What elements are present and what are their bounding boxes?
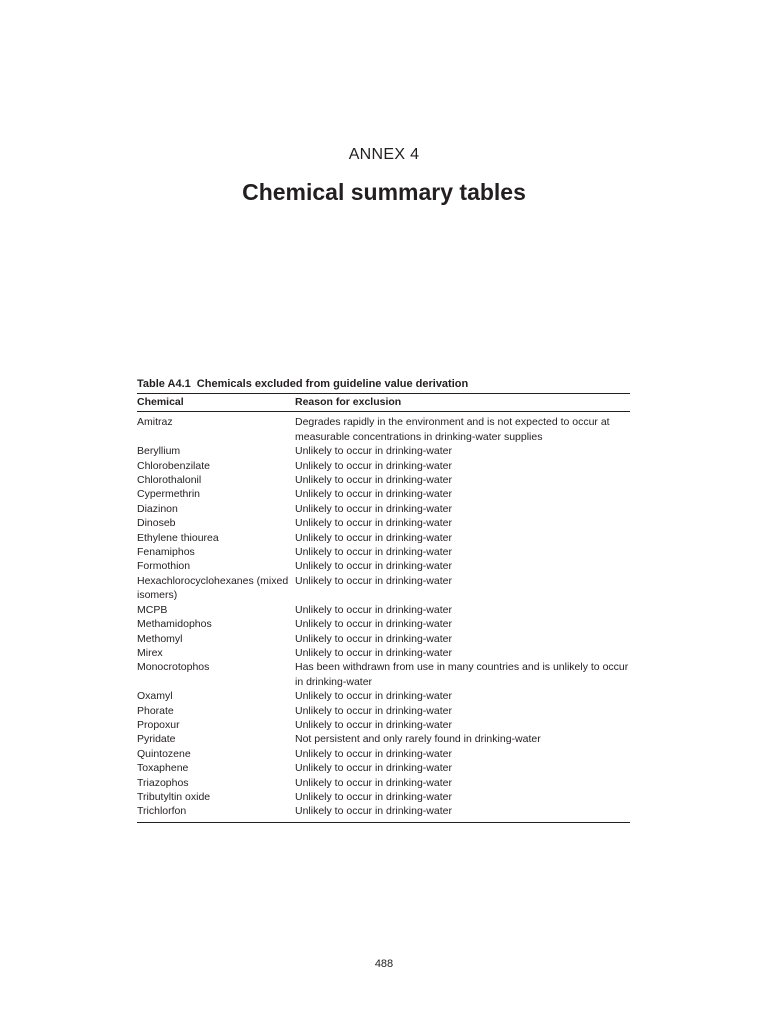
chemical-name-cell: MCPB — [137, 603, 168, 616]
exclusion-reason-cell: Has been withdrawn from use in many countries and is unlikely to occur in drinking-water — [295, 661, 629, 688]
exclusion-reason-cell: Unlikely to occur in drinking-water — [295, 632, 452, 645]
exclusion-reason-cell: Unlikely to occur in drinking-water — [295, 488, 452, 501]
table-body — [137, 412, 630, 822]
exclusion-reason-cell: Unlikely to occur in drinking-water — [295, 560, 452, 573]
exclusion-reason-cell: Unlikely to occur in drinking-water — [295, 776, 452, 789]
table-caption — [137, 377, 630, 394]
chemical-table-section — [137, 377, 630, 823]
chemical-name-cell: Diazinon — [137, 502, 178, 515]
exclusion-reason-cell: Unlikely to occur in drinking-water — [295, 747, 452, 760]
table-row — [137, 412, 630, 444]
exclusion-reason-cell: Unlikely to occur in drinking-water — [295, 459, 452, 472]
table-row — [137, 559, 630, 573]
exclusion-reason-cell: Unlikely to occur in drinking-water — [295, 574, 452, 587]
chemical-name-cell: Phorate — [137, 704, 174, 717]
exclusion-reason-cell: Unlikely to occur in drinking-water — [295, 718, 452, 731]
exclusion-reason-cell: Unlikely to occur in drinking-water — [295, 805, 452, 818]
exclusion-reason-cell: Unlikely to occur in drinking-water — [295, 704, 452, 717]
exclusion-reason-cell: Not persistent and only rarely found in drinking-water — [295, 733, 541, 746]
chemical-name-cell: Propoxur — [137, 718, 180, 731]
annex-label: ANNEX 4 — [348, 146, 420, 163]
chemical-name-cell: Pyridate — [137, 733, 176, 746]
exclusion-reason-cell: Unlikely to occur in drinking-water — [295, 531, 452, 544]
chemical-name-cell: Tributyltin oxide — [137, 790, 211, 803]
exclusion-reason-cell: Unlikely to occur in drinking-water — [295, 474, 452, 487]
exclusion-reason-cell: Unlikely to occur in drinking-water — [295, 762, 452, 775]
chemical-name-cell: Amitraz — [137, 416, 173, 429]
table-row — [137, 718, 630, 732]
chemical-name-cell: Dinoseb — [137, 517, 176, 530]
table-row — [137, 704, 630, 718]
chemical-name-cell: Monocrotophos — [137, 661, 210, 674]
table-row — [137, 617, 630, 631]
table-row — [137, 459, 630, 473]
exclusion-reason-cell: Unlikely to occur in drinking-water — [295, 618, 452, 631]
table-header-row — [137, 394, 630, 412]
column-header-reason: Reason for exclusion — [295, 394, 630, 412]
exclusion-reason-cell: Unlikely to occur in drinking-water — [295, 546, 452, 559]
table-caption-text: Chemicals excluded from guideline value derivation — [196, 378, 469, 390]
chemical-name-cell: Trichlorfon — [137, 805, 187, 818]
exclusion-reason-cell: Unlikely to occur in drinking-water — [295, 646, 452, 659]
exclusion-reason-cell: Degrades rapidly in the environment and is not expected to occur at measurable concentrations in drinking-water supplies — [295, 416, 610, 443]
excluded-chemicals-table — [137, 394, 630, 823]
exclusion-reason-cell: Unlikely to occur in drinking-water — [295, 445, 452, 458]
table-row — [137, 747, 630, 761]
chemical-name-cell: Oxamyl — [137, 690, 173, 703]
page-number: 488 — [374, 958, 394, 970]
chemical-name-cell: Formothion — [137, 560, 191, 573]
table-row — [137, 790, 630, 804]
table-row — [137, 603, 630, 617]
table-row — [137, 574, 630, 603]
table-row — [137, 473, 630, 487]
table-row — [137, 531, 630, 545]
chemical-name-cell: Chlorothalonil — [137, 474, 202, 487]
table-row — [137, 545, 630, 559]
chemical-name-cell: Mirex — [137, 646, 163, 659]
chemical-name-cell: Cypermethrin — [137, 488, 201, 501]
chemical-name-cell: Toxaphene — [137, 762, 189, 775]
chemical-name-cell: Methomyl — [137, 632, 183, 645]
table-row — [137, 732, 630, 746]
table-row — [137, 689, 630, 703]
exclusion-reason-cell: Unlikely to occur in drinking-water — [295, 502, 452, 515]
table-row — [137, 444, 630, 458]
chemical-name-cell: Chlorobenzilate — [137, 459, 210, 472]
exclusion-reason-cell: Unlikely to occur in drinking-water — [295, 690, 452, 703]
table-row — [137, 804, 630, 822]
exclusion-reason-cell: Unlikely to occur in drinking-water — [295, 790, 452, 803]
chemical-name-cell: Methamidophos — [137, 618, 212, 631]
table-row — [137, 487, 630, 501]
chemical-name-cell: Quintozene — [137, 747, 191, 760]
exclusion-reason-cell: Unlikely to occur in drinking-water — [295, 517, 452, 530]
table-row — [137, 646, 630, 660]
table-row — [137, 776, 630, 790]
exclusion-reason-cell: Unlikely to occur in drinking-water — [295, 603, 452, 616]
table-row — [137, 660, 630, 689]
chemical-name-cell: Triazophos — [137, 776, 189, 789]
table-row — [137, 502, 630, 516]
column-header-chemical: Chemical — [137, 394, 295, 412]
page-title: Chemical summary tables — [242, 179, 526, 205]
chemical-name-cell: Beryllium — [137, 445, 181, 458]
chemical-name-cell: Hexachlorocyclohexanes (mixed isomers) — [137, 574, 289, 602]
chemical-name-cell: Fenamiphos — [137, 546, 195, 559]
chemical-name-cell: Ethylene thiourea — [137, 531, 219, 544]
table-number: Table A4.1 — [137, 378, 191, 390]
table-row — [137, 761, 630, 775]
table-row — [137, 632, 630, 646]
table-row — [137, 516, 630, 530]
